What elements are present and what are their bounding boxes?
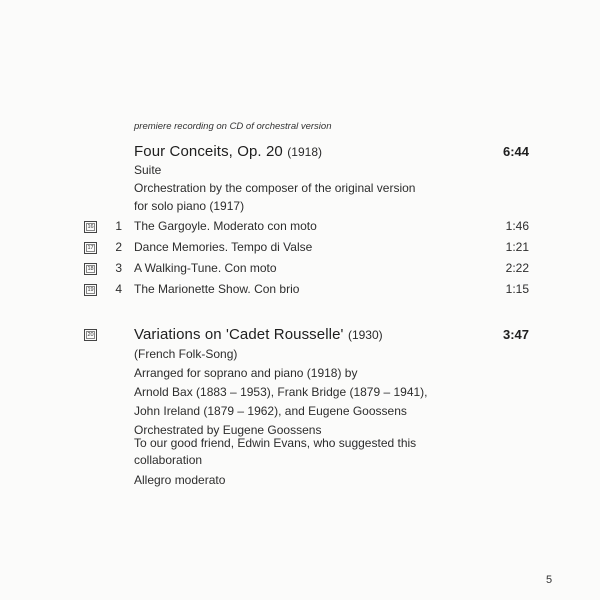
cd-track-number-box: 20 [84,329,97,341]
work-heading-cadet-rousselle [134,326,529,344]
cd-track-number-box: 18 [84,263,97,275]
work-note-line: Orchestration by the composer of the original version [134,181,416,195]
work-duration: 3:47 [502,327,529,342]
track-duration: 1:15 [505,282,529,296]
track-duration: 1:21 [505,240,529,254]
track-row [0,240,600,258]
work-tempo: Allegro moderato [134,473,226,487]
track-duration: 1:46 [505,219,529,233]
page-number: 5 [546,574,553,586]
premiere-note: premiere recording on CD of orchestral version [134,121,332,132]
track-number: 1 [115,219,122,233]
work-title-line [134,326,383,344]
work-subtitle: Suite [134,163,162,177]
track-row [0,282,600,300]
work-year: (1918) [287,145,322,159]
work-heading-four-conceits [134,143,529,161]
track-duration: 2:22 [505,261,529,275]
work-title: Variations on 'Cadet Rousselle' [134,326,344,343]
track-row [0,219,600,237]
work-note-line: To our good friend, Edwin Evans, who suggested this [134,436,417,450]
work-note-line: John Ireland (1879 – 1962), and Eugene Goossens [134,404,407,418]
track-number: 3 [115,261,122,275]
track-title: The Marionette Show. Con brio [134,282,300,296]
track-title: The Gargoyle. Moderato con moto [134,219,317,233]
cd-track-number-box: 16 [84,221,97,233]
track-row [0,261,600,279]
cd-track-number-box: 19 [84,284,97,296]
work-title: Four Conceits, Op. 20 [134,143,283,160]
work-note-line: (French Folk-Song) [134,347,238,361]
work-duration: 6:44 [502,144,529,159]
work-year: (1930) [347,328,383,342]
work-note-line: Arnold Bax (1883 – 1953), Frank Bridge (1879 – 1941), [134,385,428,399]
work-note-line: Arranged for soprano and piano (1918) by [134,366,358,380]
track-number: 4 [115,282,122,296]
work-note-line: for solo piano (1917) [134,199,245,213]
cd-track-number-box: 17 [84,242,97,254]
work-note-line: collaboration [134,453,203,467]
track-title: Dance Memories. Tempo di Valse [134,240,313,254]
track-number: 2 [115,240,122,254]
work-title-line [134,143,322,161]
work-note-line: Orchestrated by Eugene Goossens [134,423,322,437]
track-title: A Walking-Tune. Con moto [134,261,277,275]
